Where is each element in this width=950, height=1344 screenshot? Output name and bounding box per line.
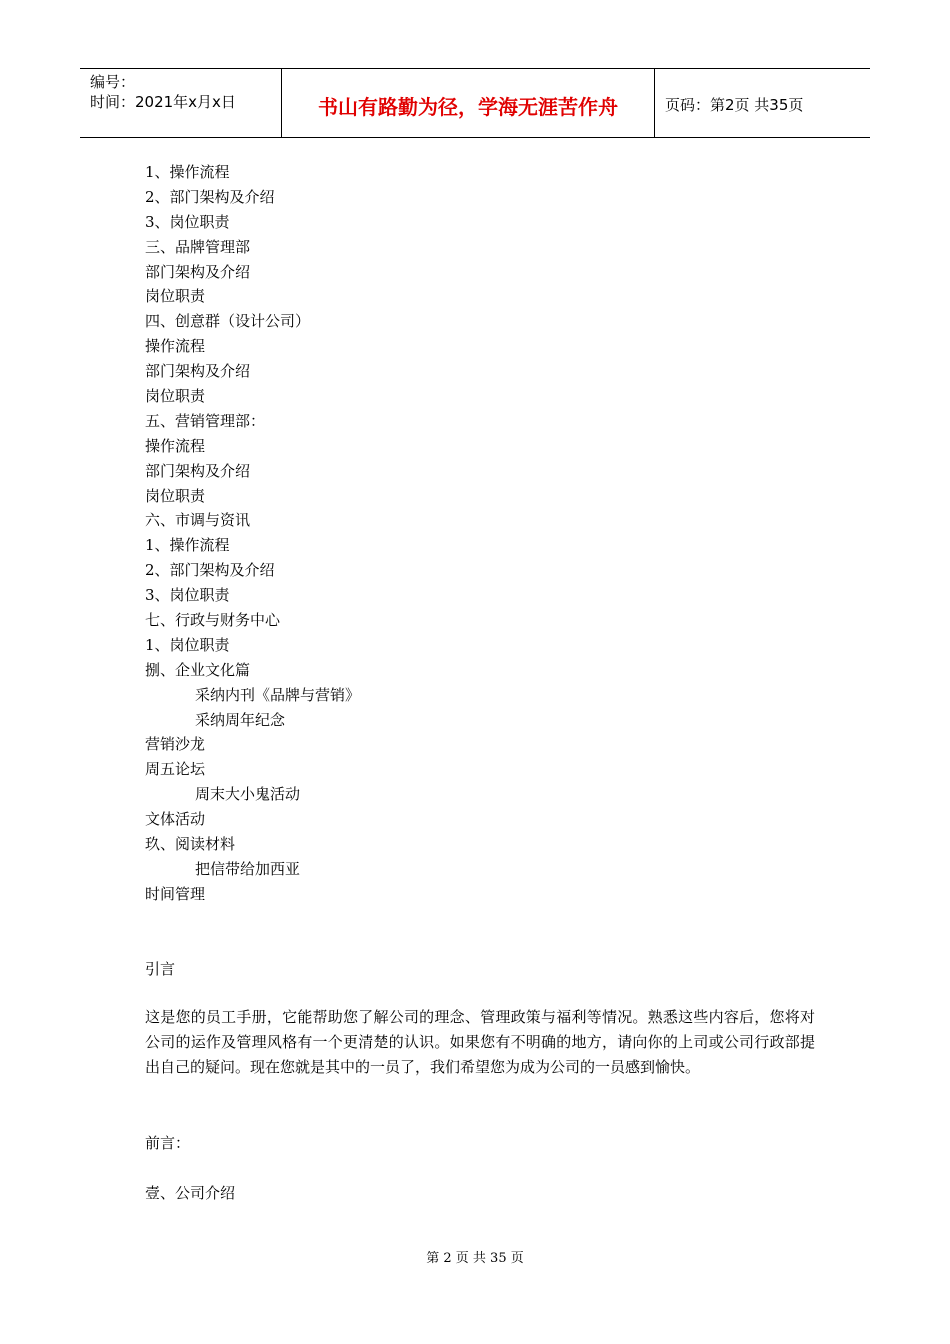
toc-item: 操作流程 — [145, 436, 206, 455]
toc-item: 玖、阅读材料 — [145, 835, 236, 854]
toc-item: 文体活动 — [145, 810, 206, 829]
header-motto-cell — [281, 69, 655, 137]
toc-item: 操作流程 — [145, 337, 206, 356]
toc-item: 2、部门架构及介绍 — [145, 561, 275, 580]
header-page-cell — [655, 69, 870, 137]
intro-paragraph: 这是您的员工手册，它能帮助您了解公司的理念、管理政策与福利等情况。熟悉这些内容后，您将对公司的运作及管理风格有一个更清楚的认识。如果您有不明确的地方，请向你的上司或公司行政部提出自己的疑问。现在您就是其中的一员了，我们希望您为成为公司的一员感到愉快。 — [145, 1008, 815, 1076]
toc-item: 岗位职责 — [145, 387, 206, 406]
document-time-label: 时间：2021年x月x日 — [90, 93, 236, 111]
toc-item: 1、岗位职责 — [145, 635, 230, 654]
toc-item: 周五论坛 — [145, 760, 206, 779]
header-motto: 书山有路勤为径，学海无涯苦作舟 — [318, 95, 618, 119]
preface-heading: 前言： — [145, 1134, 191, 1152]
toc-item: 采纳周年纪念 — [195, 710, 286, 729]
toc-item: 岗位职责 — [145, 486, 206, 505]
toc-item: 六、市调与资讯 — [145, 511, 251, 530]
page-header — [80, 68, 870, 138]
toc-item: 五、营销管理部： — [145, 411, 266, 430]
toc-item: 营销沙龙 — [145, 735, 206, 754]
toc-item: 七、行政与财务中心 — [145, 611, 281, 630]
toc-item: 把信带给加西亚 — [195, 859, 301, 878]
toc-item: 时间管理 — [145, 884, 206, 903]
section-heading: 壹、公司介绍 — [145, 1184, 236, 1202]
toc-item: 岗位职责 — [145, 287, 206, 306]
toc-item: 部门架构及介绍 — [145, 362, 251, 381]
toc-item: 四、创意群（设计公司） — [145, 312, 311, 331]
toc-item: 3、岗位职责 — [145, 586, 230, 605]
toc-item: 1、操作流程 — [145, 163, 230, 181]
toc-item: 周末大小鬼活动 — [195, 785, 301, 804]
toc-item: 部门架构及介绍 — [145, 262, 251, 281]
page-footer: 第 2 页 共 35 页 — [426, 1251, 524, 1266]
header-page-info: 页码：第2页 共35页 — [665, 96, 804, 114]
toc-item: 2、部门架构及介绍 — [145, 187, 275, 206]
toc-item: 三、品牌管理部 — [145, 237, 251, 256]
intro-heading: 引言 — [145, 960, 176, 978]
toc-item: 采纳内刊《品牌与营销》 — [195, 685, 361, 704]
toc-item: 3、岗位职责 — [145, 212, 230, 231]
toc-item: 1、操作流程 — [145, 536, 230, 555]
table-of-contents — [145, 160, 360, 907]
toc-item: 部门架构及介绍 — [145, 461, 251, 480]
toc-item: 捌、企业文化篇 — [145, 660, 251, 679]
header-meta-cell — [80, 69, 280, 137]
document-number-label: 编号： — [90, 73, 136, 91]
